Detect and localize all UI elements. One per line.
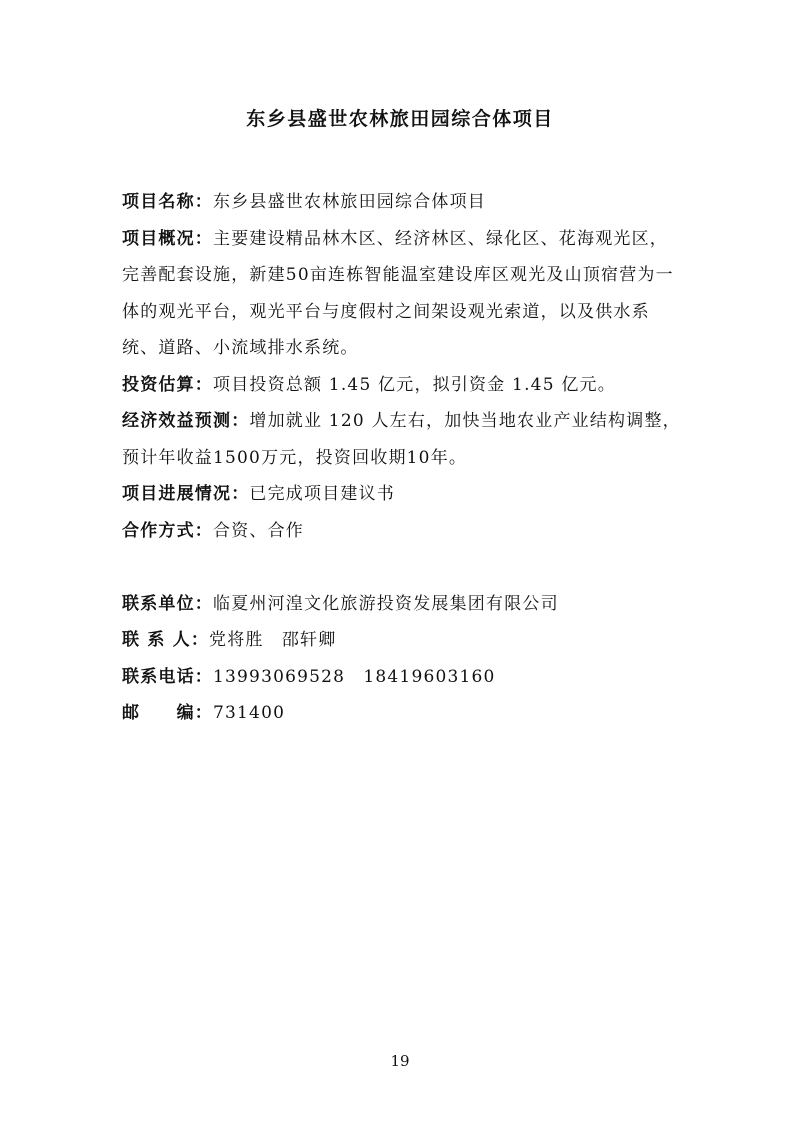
contact-label: 联系单位： xyxy=(122,593,213,614)
section-spacer xyxy=(122,549,686,586)
field-progress xyxy=(122,476,686,513)
field-label: 项目概况： xyxy=(122,228,213,249)
field-economic-benefit xyxy=(122,403,686,476)
field-label: 合作方式： xyxy=(122,520,213,541)
field-label: 项目进展情况： xyxy=(122,484,250,504)
contact-value: 731400 xyxy=(213,703,286,723)
contact-value: 党将胜 邵轩卿 xyxy=(209,630,337,650)
contact-label: 联系电话： xyxy=(122,666,213,687)
field-label: 经济效益预测： xyxy=(122,411,250,431)
field-value: 合资、合作 xyxy=(213,520,304,541)
contact-value: 临夏州河湟文化旅游投资发展集团有限公司 xyxy=(213,593,559,614)
field-value: 已完成项目建议书 xyxy=(249,484,396,504)
field-value: 东乡县盛世农林旅田园综合体项目 xyxy=(213,192,486,212)
contact-value: 13993069528 18419603160 xyxy=(213,666,496,687)
field-cooperation-mode xyxy=(122,513,686,550)
field-label: 投资估算： xyxy=(122,374,213,395)
field-investment-estimate xyxy=(122,367,686,404)
field-value: 主要建设精品林木区、经济林区、绿化区、花海观光区，完善配套设施，新建50亩连栋智能温室建设库区观光及山顶宿营为一体的观光平台，观光平台与度假村之间架设观光索道，以及供水系统、道路、小流域排水系统。 xyxy=(122,228,674,358)
contact-phone xyxy=(122,659,686,696)
field-project-name xyxy=(122,184,686,221)
contact-label: 联 系 人： xyxy=(122,630,210,650)
field-value: 项目投资总额 1.45 亿元，拟引资金 1.45 亿元。 xyxy=(213,374,616,395)
field-label: 项目名称： xyxy=(122,192,213,212)
page-title: 东乡县盛世农林旅田园综合体项目 xyxy=(246,108,554,130)
document-body xyxy=(122,184,686,732)
contact-unit xyxy=(122,586,686,623)
page-number: 19 xyxy=(390,1052,410,1070)
contact-label: 邮 编： xyxy=(122,703,213,723)
contact-postcode xyxy=(122,695,686,732)
field-project-overview xyxy=(122,221,686,367)
field-value: 增加就业 120 人左右，加快当地农业产业结构调整，预计年收益1500万元，投资回收期10年。 xyxy=(122,411,681,468)
contact-person xyxy=(122,622,686,659)
